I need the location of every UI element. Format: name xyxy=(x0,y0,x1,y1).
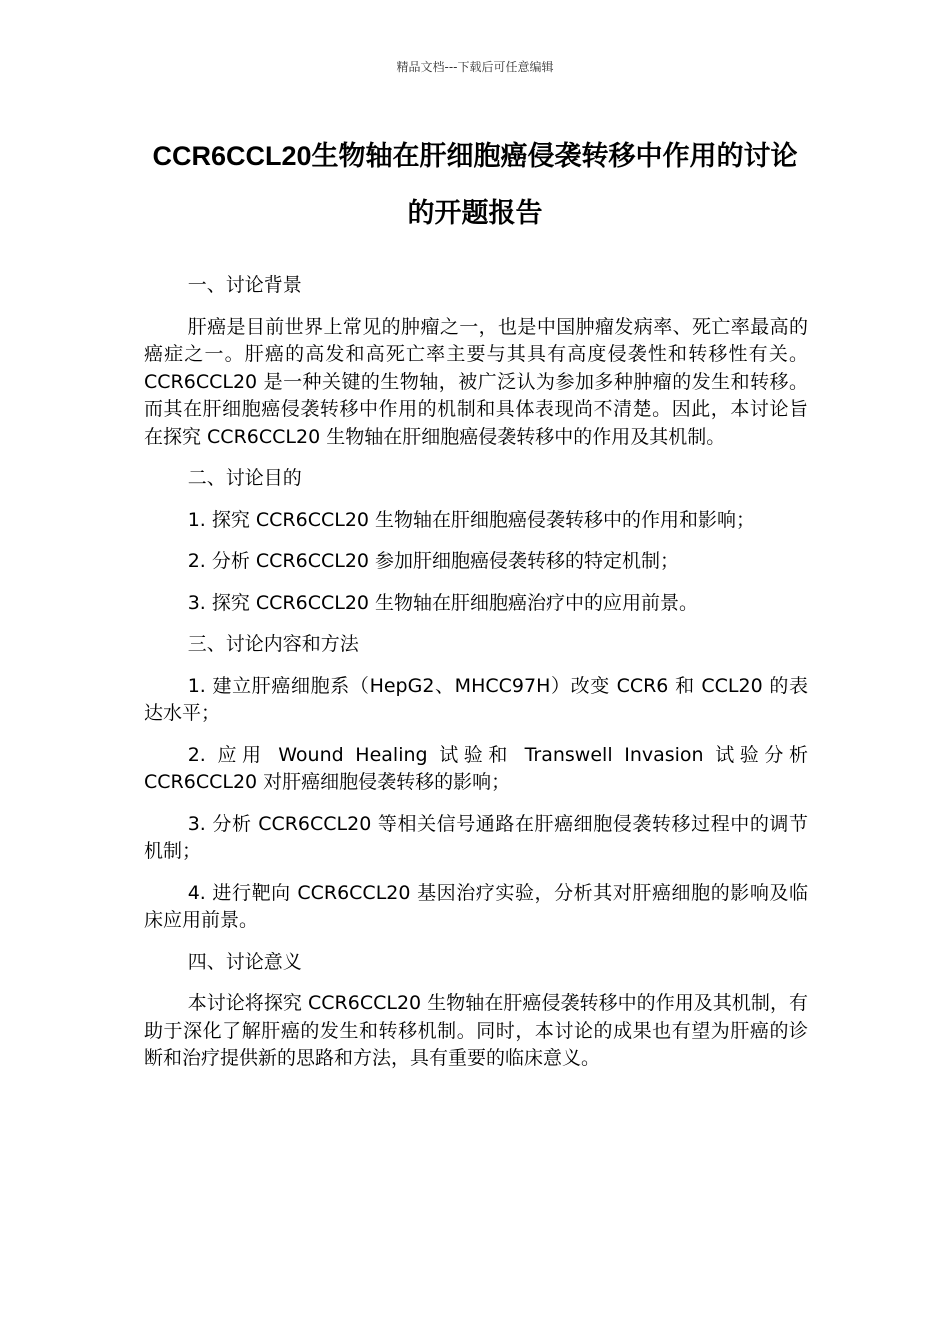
method-item: 3. 分析 CCR6CCL20 等相关信号通路在肝癌细胞侵袭转移过程中的调节机制； xyxy=(144,812,808,862)
paragraph-background: 肝癌是目前世界上常见的肿瘤之一，也是中国肿瘤发病率、死亡率最高的癌症之一。肝癌的高发和高死亡率主要与其具有高度侵袭性和转移性有关。CCR6CCL20 是一种关键的生物轴，被广泛认为参加多种肿瘤的发生和转移。而其在肝细胞癌侵袭转移中作用的机制和具体表现尚不清楚。因此，本讨论旨在探究 CCR6CCL20 生物轴在肝细胞癌侵袭转移中的作用及其机制。 xyxy=(144,315,808,448)
paragraph-significance: 本讨论将探究 CCR6CCL20 生物轴在肝癌侵袭转移中的作用及其机制，有助于深化了解肝癌的发生和转移机制。同时，本讨论的成果也有望为肝癌的诊断和治疗提供新的思路和方法，具有重要的临床意义。 xyxy=(144,992,808,1069)
method-item: 4. 进行靶向 CCR6CCL20 基因治疗实验，分析其对肝癌细胞的影响及临床应用前景。 xyxy=(144,881,808,931)
method-item: 2. 应用 Wound Healing 试验和 Transwell Invasion 试验分析 CCR6CCL20 对肝癌细胞侵袭转移的影响； xyxy=(144,743,808,793)
page-title: CCR6CCL20生物轴在肝细胞癌侵袭转移中作用的讨论的开题报告 xyxy=(152,141,798,228)
objective-item: 3. 探究 CCR6CCL20 生物轴在肝细胞癌治疗中的应用前景。 xyxy=(187,591,699,614)
section-heading-significance: 四、讨论意义 xyxy=(187,950,302,973)
objective-item: 2. 分析 CCR6CCL20 参加肝细胞癌侵袭转移的特定机制； xyxy=(187,550,680,572)
section-heading-methods: 三、讨论内容和方法 xyxy=(187,633,359,655)
section-heading-background: 一、讨论背景 xyxy=(187,274,302,296)
section-heading-objectives: 二、讨论目的 xyxy=(187,467,302,489)
header-note: 精品文档---下载后可任意编辑 xyxy=(396,60,554,74)
objective-item: 1. 探究 CCR6CCL20 生物轴在肝细胞癌侵袭转移中的作用和影响； xyxy=(187,508,756,531)
method-item: 1. 建立肝癌细胞系（HepG2、MHCC97H）改变 CCR6 和 CCL20 的表达水平； xyxy=(144,674,808,724)
document-body xyxy=(144,272,808,1087)
